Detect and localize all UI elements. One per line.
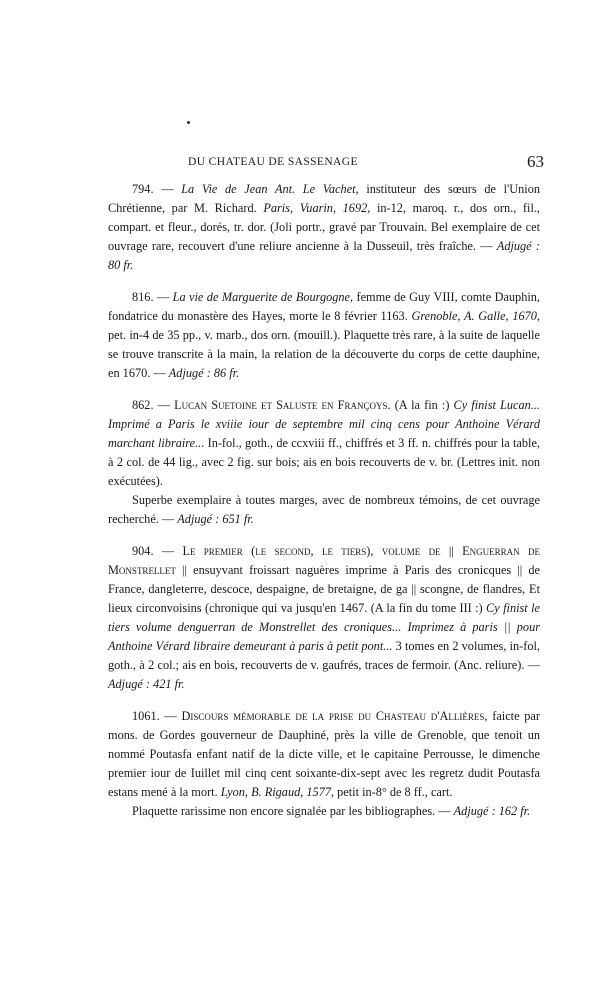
small-caps-title: Lucan Suetoine et Saluste en Françoys. — [174, 398, 391, 412]
text-run: (A la fin :) — [390, 398, 454, 412]
text-run: pet. in-4 de 35 pp., v. marb., dos orn. (mouill.). Plaquette très rare, à la suite de laquelle se trouve transcrite à la main, la relation de la découverte du corps de cette dauphine, en 1670. — — [108, 328, 540, 380]
catalogue-entry — [108, 396, 540, 529]
entry-description — [108, 180, 540, 275]
italic-text: Adjugé : 651 fr. — [177, 512, 254, 526]
italic-text: La vie de Marguerite de Bourgogne, — [172, 290, 354, 304]
small-caps-title: Discours mémorable de la prise du Chasteau d'Allières, — [181, 709, 488, 723]
text-run: femme de Guy VIII, comte Dauphin, fondatrice du monastère des Hayes, morte le 8 février 1163. — [108, 290, 540, 323]
text-run: 862. — — [132, 398, 175, 412]
ink-speck — [187, 121, 190, 124]
entry-description — [108, 707, 540, 802]
text-run: in-12, maroq. r., dos orn., fil., compart. et fleur., dorés, tr. dor. (Joli portr., gravé par Trouvain. Bel exemplaire de cet ouvrage rare, recouvert d'une reliure ancienne à la Dusseuil, très fraîche. — — [108, 201, 541, 253]
italic-text: Lyon, B. Rigaud, 1577, — [220, 785, 335, 799]
page-header — [108, 154, 544, 176]
entry-note — [108, 802, 540, 821]
text-run: instituteur des sœurs de l'Union Chrétienne, par M. Richard. — [108, 182, 540, 215]
text-run: . In-fol., goth., de ccxviii ff., chiffrés et 3 ff. n. chiffrés pour la table, à 2 col. de 44 lig., avec 2 fig. sur bois; ais en bois recouverts de v. br. (Lettres init. non exécutées). — [108, 436, 540, 488]
entry-note — [108, 491, 540, 529]
italic-text: Cy finist Lucan... Imprimé a Paris le xviiie iour de septembre mil cinq cens pour Anthoine Vérard marchant libraire.. — [108, 398, 540, 450]
text-run: 3 tomes en 2 volumes, in-fol, goth., à 2 col.; ais en bois, recouverts de v. gaufrés, traces de fermoir. (Anc. reliure). — — [108, 639, 540, 672]
entry-description — [108, 396, 540, 491]
page-number: 63 — [527, 152, 544, 171]
entry-description — [108, 542, 540, 694]
running-title: DU CHATEAU DE SASSENAGE — [188, 156, 358, 168]
italic-text: Adjugé : 162 fr. — [453, 804, 531, 818]
text-run: 794. — — [132, 182, 182, 196]
entry-description — [108, 288, 540, 383]
catalogue-entry — [108, 288, 540, 383]
italic-text: Adjugé : 80 fr. — [108, 239, 540, 272]
catalogue-entry — [108, 707, 540, 821]
italic-text: Cy finist le tiers volume denguerran de Monstrellet des croniques... Imprimez à paris || pour Anthoine Vérard libraire demeurant à paris à petit pont... — [108, 601, 540, 653]
catalogue-entry — [108, 180, 540, 275]
text-run: faicte par mons. de Gordes gouverneur de Dauphiné, près la ville de Grenoble, que tenoit un nommé Poutasfa enfant natif de la dicte ville, et le capitaine Perrousse, le dimenche premier iour de Iuillet mil cinq cent soixante-dix-sept avec les regretz dudit Poutasfa estans mené à la mort. — [108, 709, 540, 799]
italic-text: Adjugé : 86 fr. — [168, 366, 240, 380]
italic-text: La Vie de Jean Ant. Le Vachet, — [181, 182, 359, 196]
catalogue-entries — [108, 180, 540, 834]
text-run: ensuyvant froissart naguères imprime à Paris des cronicques || de France, dangleterre, descoce, despaigne, de bretaigne, de ga || scongne, de flandres, Et lieux circonvoisins (chronique qui va jusqu'en 1467. (A la fin du tome III :) — [108, 563, 540, 615]
catalogue-entry — [108, 542, 540, 694]
text-run: petit in-8° de 8 ff., cart. — [334, 785, 453, 799]
text-run: Plaquette rarissime non encore signalée par les bibliographes. — — [132, 804, 454, 818]
italic-text: Adjugé : 421 fr. — [108, 677, 185, 691]
text-run: 816. — — [132, 290, 173, 304]
italic-text: Paris, Vuarin, 1692, — [263, 201, 371, 215]
text-run: Superbe exemplaire à toutes marges, avec de nombreux témoins, de cet ouvrage recherché. — — [108, 493, 540, 526]
text-run: 904. — — [132, 544, 183, 558]
small-caps-title: Le premier (le second, le tiers), volume de || Enguerran de Monstrellet || — [108, 544, 540, 577]
text-run: 1061. — — [132, 709, 182, 723]
italic-text: Grenoble, A. Galle, 1670, — [411, 309, 540, 323]
